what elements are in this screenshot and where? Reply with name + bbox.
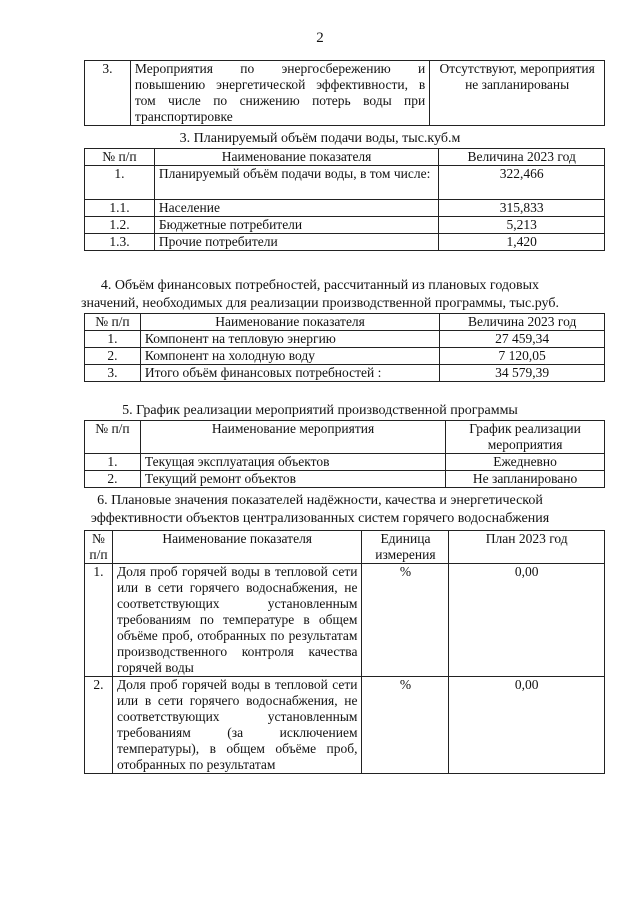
row-name: Бюджетные потребители bbox=[154, 217, 438, 234]
table-row bbox=[85, 234, 605, 251]
row-name: Население bbox=[154, 200, 438, 217]
table-row bbox=[85, 166, 605, 200]
row-number: 2. bbox=[85, 471, 141, 488]
row-value: 322,466 bbox=[439, 166, 605, 200]
row-number: 3. bbox=[85, 61, 131, 126]
table-row bbox=[85, 61, 605, 126]
row-value: 1,420 bbox=[439, 234, 605, 251]
section6-title-line1: 6. Плановые значения показателей надёжности, качества и энергетической bbox=[97, 493, 543, 508]
row-name: Текущая эксплуатация объектов bbox=[140, 454, 445, 471]
row-value: 34 579,39 bbox=[440, 365, 605, 382]
table-row bbox=[85, 348, 605, 365]
row-name: Прочие потребители bbox=[154, 234, 438, 251]
table-row bbox=[85, 200, 605, 217]
row-unit: % bbox=[362, 564, 449, 677]
header-num: № п/п bbox=[85, 421, 141, 454]
table-row bbox=[85, 471, 605, 488]
table-measures bbox=[84, 60, 605, 126]
table-row bbox=[85, 331, 605, 348]
header-name: Наименование показателя bbox=[112, 531, 362, 564]
table-row bbox=[85, 454, 605, 471]
row-name: Компонент на холодную воду bbox=[140, 348, 439, 365]
section6-title-line2: эффективности объектов централизованных систем горячего водоснабжения bbox=[90, 511, 550, 526]
header-plan: План 2023 год bbox=[449, 531, 605, 564]
row-plan: 0,00 bbox=[449, 564, 605, 677]
row-plan: 0,00 bbox=[449, 677, 605, 774]
header-value: Величина 2023 год bbox=[440, 314, 605, 331]
row-number: 1.3. bbox=[85, 234, 155, 251]
header-name: Наименование показателя bbox=[140, 314, 439, 331]
row-value: 5,213 bbox=[439, 217, 605, 234]
row-number: 2. bbox=[85, 348, 141, 365]
section3-title: 3. Планируемый объём подачи воды, тыс.куб.м bbox=[179, 131, 461, 146]
header-num: № п/п bbox=[85, 531, 113, 564]
row-number: 3. bbox=[85, 365, 141, 382]
row-number: 1.2. bbox=[85, 217, 155, 234]
table-header-row bbox=[85, 149, 605, 166]
table-header-row bbox=[85, 531, 605, 564]
table-water-supply bbox=[84, 148, 605, 251]
row-number: 1.1. bbox=[85, 200, 155, 217]
table-row bbox=[85, 564, 605, 677]
row-unit: % bbox=[362, 677, 449, 774]
table-financial-needs bbox=[84, 313, 605, 382]
row-number: 1. bbox=[85, 331, 141, 348]
table-indicators bbox=[84, 530, 605, 774]
section4-title-line1: 4. Объём финансовых потребностей, рассчитанный из плановых годовых bbox=[100, 278, 540, 293]
row-value: 315,833 bbox=[439, 200, 605, 217]
table-row bbox=[85, 365, 605, 382]
table-row bbox=[85, 217, 605, 234]
row-name: Текущий ремонт объектов bbox=[140, 471, 445, 488]
row-number: 1. bbox=[85, 166, 155, 200]
header-num: № п/п bbox=[85, 314, 141, 331]
header-name: Наименование мероприятия bbox=[140, 421, 445, 454]
row-number: 1. bbox=[85, 454, 141, 471]
table-header-row bbox=[85, 421, 605, 454]
section4-title-line2: значений, необходимых для реализации производственной программы, тыс.руб. bbox=[81, 296, 559, 311]
header-name: Наименование показателя bbox=[154, 149, 438, 166]
row-name: Доля проб горячей воды в тепловой сети или в сети горячего водоснабжения, не соответствующих установленным требованиям (за исключением температуры), в общем объёме проб, отобранных по результатам bbox=[112, 677, 362, 774]
table-schedule bbox=[84, 420, 605, 488]
header-num: № п/п bbox=[85, 149, 155, 166]
section5-title: 5. График реализации мероприятий производственной программы bbox=[122, 403, 518, 418]
row-value: 27 459,34 bbox=[440, 331, 605, 348]
row-number: 2. bbox=[85, 677, 113, 774]
header-value: Величина 2023 год bbox=[439, 149, 605, 166]
row-name: Планируемый объём подачи воды, в том числе: bbox=[154, 166, 438, 200]
row-status: Отсутствуют, мероприятия не запланированы bbox=[430, 61, 605, 126]
header-unit: Единица измерения bbox=[362, 531, 449, 564]
table-row bbox=[85, 677, 605, 774]
row-name: Итого объём финансовых потребностей : bbox=[140, 365, 439, 382]
row-schedule: Ежедневно bbox=[446, 454, 605, 471]
row-name: Мероприятия по энергосбережению и повышению энергетической эффективности, в том числе по снижению потерь воды при транспортировке bbox=[130, 61, 429, 126]
row-number: 1. bbox=[85, 564, 113, 677]
header-schedule: График реализации мероприятия bbox=[446, 421, 605, 454]
row-name: Доля проб горячей воды в тепловой сети или в сети горячего водоснабжения, не соответствующих установленным требованиям по температуре в общем объёме проб, отобранных по результатам производственного контроля качества горячей воды bbox=[112, 564, 362, 677]
page-number: 2 bbox=[316, 30, 324, 46]
row-schedule: Не запланировано bbox=[446, 471, 605, 488]
row-value: 7 120,05 bbox=[440, 348, 605, 365]
table-header-row bbox=[85, 314, 605, 331]
row-name: Компонент на тепловую энергию bbox=[140, 331, 439, 348]
